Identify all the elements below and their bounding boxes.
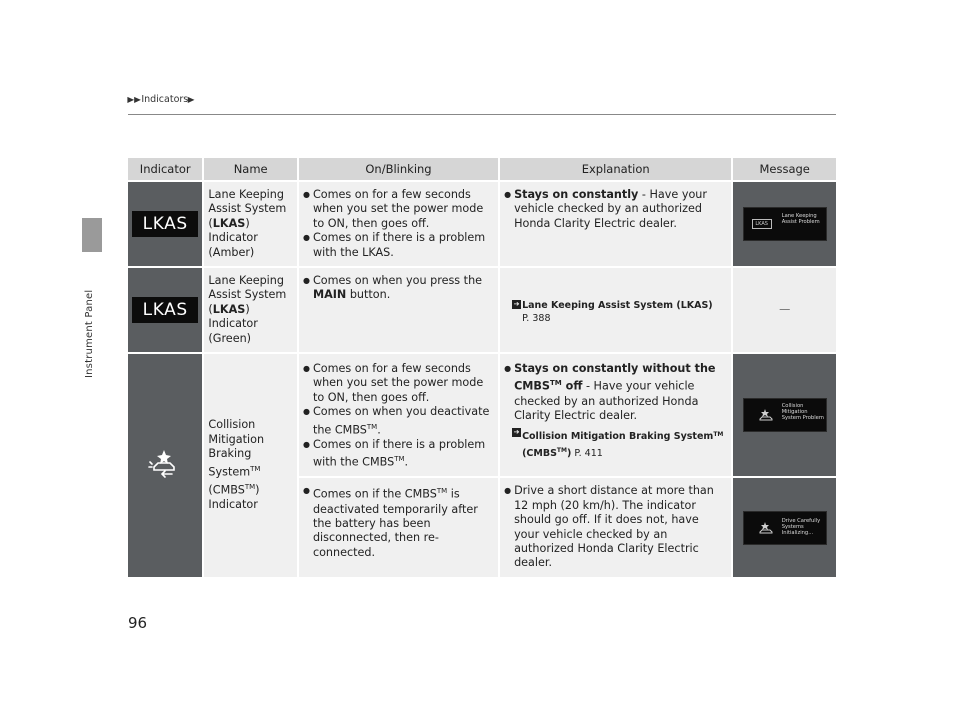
table-row [128,354,836,476]
on-text: Comes on if the CMBS [312,488,437,502]
breadcrumb [128,94,195,105]
name-text-end: ) Indicator (Amber) [208,216,258,259]
tm-mark: TM [250,464,261,473]
col-header-name: Name [204,158,297,180]
message-screen [743,398,827,432]
col-header-message: Message [733,158,836,180]
screen-message-text: Drive Carefully Systems Initializing... [781,517,821,536]
tm-mark: TM [394,455,405,464]
exp-text: - Have your vehicle checked by an authorized Honda Clarity Electric dealer. [514,380,699,423]
tm-mark: TM [713,430,724,438]
on-blinking-cell [299,354,498,476]
sidebar-section-label: Instrument Panel [84,289,95,378]
ref-page[interactable]: P. 388 [522,313,551,325]
name-text-mid: (CMBS [208,483,245,497]
table-row [128,182,836,266]
name-text: Lane Keeping Assist System ( [208,188,287,230]
name-bold: LKAS [212,216,246,230]
on-blinking-cell [299,478,498,576]
list-item [504,362,727,423]
ref-title-mid[interactable]: (CMBS [522,447,557,459]
name-cell [204,354,297,577]
list-item: ● Comes on for a few seconds when you set the power mode to ON, then goes off. [303,188,494,231]
on-text-end: is deactivated temporarily after the battery has been disconnected, then re-connected. [312,488,478,559]
list-item [303,405,494,438]
message-screen [743,511,827,545]
message-screen [743,207,827,241]
name-text-end: ) Indicator (Green) [208,302,258,345]
name-text: Collision Mitigation Braking System [208,418,265,479]
name-text: Lane Keeping Assist System ( [208,274,287,316]
list-item [303,484,494,560]
indicator-cell [128,182,202,266]
message-cell [733,268,836,352]
name-cell [204,182,297,266]
message-cell [733,354,836,476]
list-item: ● Comes on for a few seconds when you set the power mode to ON, then goes off. [303,362,494,405]
list-item [303,438,494,471]
no-message-dash: — [779,302,791,316]
col-header-on-blinking: On/Blinking [299,158,498,180]
main-button-label: MAIN [312,288,347,302]
list-item: ● Drive a short distance at more than 12 mph (20 km/h). The indicator should go off. If it does not, have your vehicle checked by an authorized Honda Clarity Electric dealer. [504,484,727,570]
ref-title-end[interactable]: ) [567,447,572,459]
indicator-cell [128,354,202,577]
lkas-green-indicator-icon: LKAS [132,297,198,323]
on-text: Comes on when you press the [312,274,483,288]
message-cell [733,182,836,266]
col-header-explanation: Explanation [500,158,731,180]
on-text: Comes on if there is a problem with the CMBS [312,437,486,469]
cmbs-mini-icon [758,408,774,422]
explanation-cell [500,354,731,476]
exp-bold-end: off [561,380,583,394]
tm-mark: TM [436,487,448,496]
cmbs-mini-icon [758,521,774,535]
tm-mark: TM [550,379,562,388]
on-text-end: button. [346,288,391,302]
cross-reference[interactable] [504,299,727,325]
lkas-mini-icon: LKAS [752,219,772,229]
explanation-cell [500,268,731,352]
ref-title[interactable]: Collision Mitigation Braking System [522,431,714,443]
exp-bold: Stays on constantly [514,188,639,201]
section-tab-marker [82,218,102,252]
name-text-end: ) Indicator [208,483,260,511]
breadcrumb-arrows-icon: ▶▶ [127,95,141,104]
breadcrumb-section[interactable]: Indicators [141,94,189,105]
cross-reference[interactable] [504,427,727,459]
message-cell [733,478,836,576]
on-text: Comes on when you deactivate the CMBS [312,405,490,437]
ref-page[interactable]: P. 411 [571,447,603,459]
tm-mark: TM [556,446,567,454]
table-row [128,268,836,352]
exp-bold: Stays on constantly without the CMBS [514,362,716,394]
explanation-cell [500,182,731,266]
tm-mark: TM [244,482,256,491]
ref-arrow-icon: ➔ [513,300,520,309]
on-text-end: . [404,455,409,469]
list-item [303,274,494,303]
indicator-cell [128,268,202,352]
on-blinking-cell [299,268,498,352]
name-cell [204,268,297,352]
explanation-cell [500,478,731,576]
lkas-amber-indicator-icon: LKAS [132,211,198,237]
exp-text: - Have your vehicle checked by an authorized Honda Clarity Electric dealer. [514,188,707,230]
list-item [504,188,727,231]
ref-title[interactable]: Lane Keeping Assist System (LKAS) [522,300,713,312]
screen-message-text: Lane Keeping Assist Problem [781,213,820,226]
tm-mark: TM [366,422,378,431]
page-number: 96 [128,614,148,632]
col-header-indicator: Indicator [128,158,202,180]
header-rule [128,114,836,115]
table-header-row [128,158,836,180]
ref-arrow-icon: ➔ [513,428,520,437]
list-item: ● Comes on if there is a problem with the LKAS. [303,231,494,260]
indicators-table [126,156,838,579]
on-text-end: . [377,423,381,437]
screen-message-text: Collision Mitigation System Problem [781,403,824,422]
name-bold: LKAS [212,302,246,316]
breadcrumb-end-arrow-icon: ▶ [187,95,195,104]
cmbs-car-icon [148,446,182,480]
on-blinking-cell [299,182,498,266]
